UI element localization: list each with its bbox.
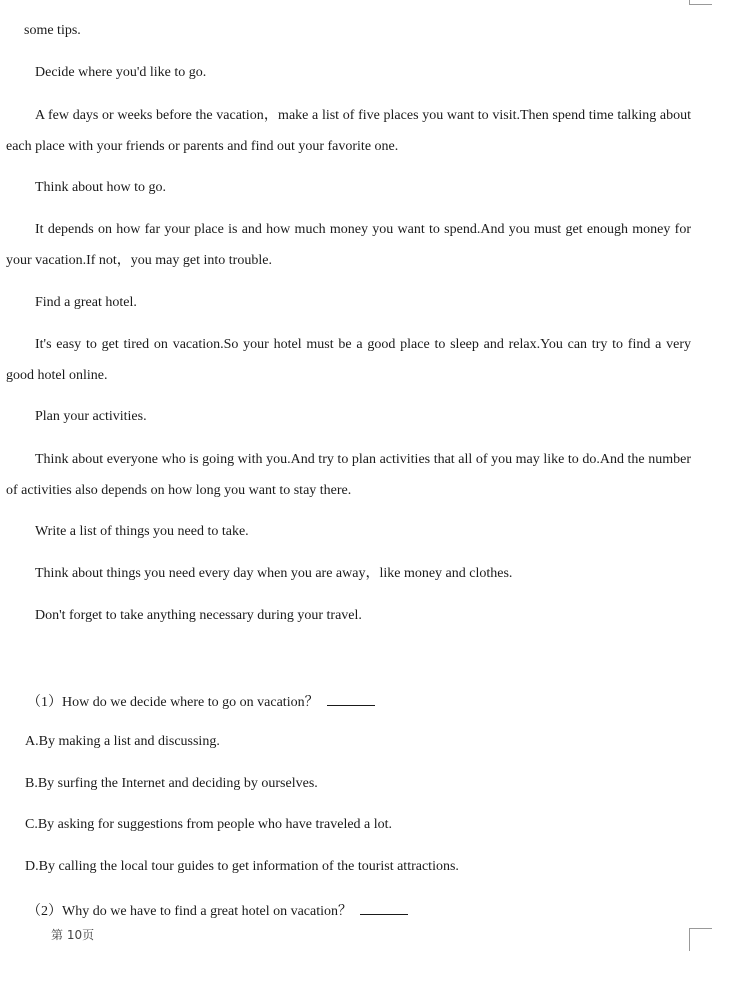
page-number: 第 10页 — [51, 928, 95, 942]
tip-paragraph-1: A few days or weeks before the vacation，make a list of five places you want to visit.Then spend time talking about each place with your friends or parents and find out your favorite one. — [6, 108, 691, 154]
question-1-option-d: D.By calling the local tour guides to get information of the tourist attractions. — [25, 859, 459, 874]
question-2 — [27, 900, 408, 921]
tip-paragraph-2: It depends on how far your place is and how much money you want to spend.And you must get enough money for your vacation.If not，you may get into trouble. — [6, 222, 691, 268]
question-1-option-c: C.By asking for suggestions from people who have traveled a lot. — [25, 817, 393, 832]
question-2-stem: （2）Why do we have to find a great hotel on vacation？ — [27, 904, 353, 919]
tip-heading-2: Think about how to go. — [35, 180, 167, 195]
tip-paragraph-4: Think about everyone who is going with you.And try to plan activities that all of you may like to do.And the number of activities also depends on how long you want to stay there. — [6, 452, 691, 498]
tip-heading-4: Plan your activities. — [35, 409, 147, 424]
tip-heading-3: Find a great hotel. — [35, 295, 137, 310]
question-1-stem: （1）How do we decide where to go on vacation？ — [27, 695, 319, 710]
tip-paragraph-6: Don't forget to take anything necessary during your travel. — [35, 608, 362, 623]
tip-paragraph-3: It's easy to get tired on vacation.So your hotel must be a good place to sleep and relax.You can try to find a very good hotel online. — [6, 337, 691, 383]
tip-heading-5: Write a list of things you need to take. — [35, 524, 249, 539]
tip-paragraph-5: Think about things you need every day when you are away，like money and clothes. — [35, 566, 513, 581]
tip-heading-1: Decide where you'd like to go. — [35, 65, 207, 80]
page-corner-mark-top — [689, 0, 712, 5]
passage-intro-tail: some tips. — [24, 23, 81, 38]
question-1-option-a: A.By making a list and discussing. — [25, 734, 220, 749]
question-1 — [27, 691, 375, 712]
page-corner-mark-bottom — [689, 928, 712, 951]
question-1-option-b: B.By surfing the Internet and deciding by ourselves. — [25, 776, 318, 791]
answer-blank-1[interactable] — [327, 691, 375, 706]
answer-blank-2[interactable] — [360, 900, 408, 915]
